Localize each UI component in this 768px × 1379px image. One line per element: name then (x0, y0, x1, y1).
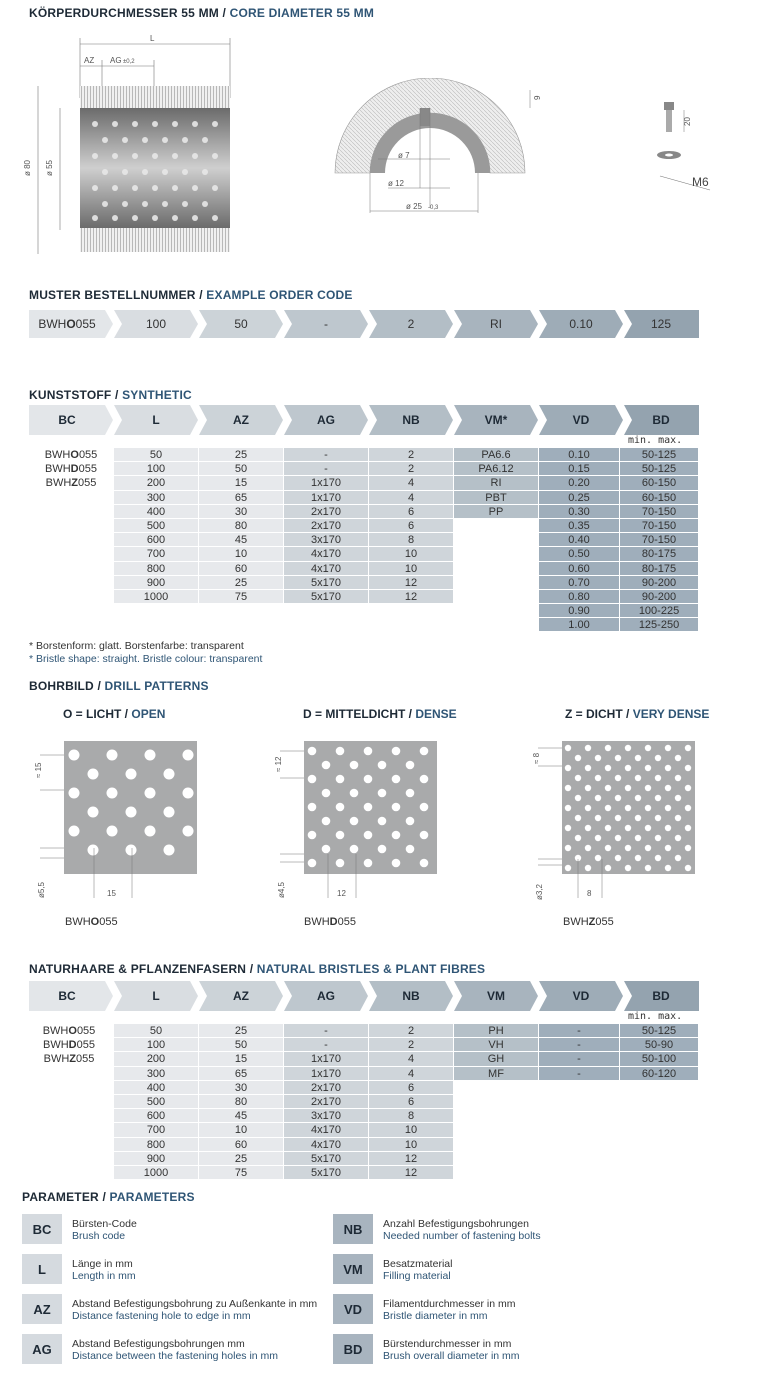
table-cell: 45 (199, 1109, 283, 1123)
table-cell: 10 (369, 1123, 453, 1137)
table-cell: 80 (199, 519, 283, 533)
table-cell: 2 (369, 1024, 453, 1038)
heading-de: MUSTER BESTELLNUMMER (29, 288, 196, 302)
pattern-very-dense-code (563, 916, 614, 928)
table-cell: 200 (114, 476, 198, 490)
table-cell: 0.20 (539, 476, 619, 490)
param-desc-de: Besatzmaterial (383, 1258, 453, 1270)
pattern-de: O = LICHT (63, 707, 122, 721)
heading-de: KÖRPERDURCHMESSER 55 MM (29, 6, 219, 20)
bc-code (27, 1052, 111, 1066)
table-cell: 4 (369, 476, 453, 490)
order-code-VM: RI (490, 317, 502, 331)
table-cell: 0.60 (539, 562, 619, 576)
dim-d55: ø 55 (45, 159, 54, 176)
table-cell: 4x170 (284, 1138, 368, 1152)
param-desc-en: Distance between the fastening holes in mm (72, 1350, 279, 1362)
heading-en: PARAMETERS (109, 1190, 195, 1204)
param-desc-de: Länge in mm (72, 1258, 133, 1270)
col-header-AZ: AZ (233, 989, 249, 1003)
table-cell: 125-250 (620, 618, 698, 632)
table-cell: 4 (369, 491, 453, 505)
col-header-VD: VD (572, 413, 590, 427)
heading-de: NATURHAARE & PFLANZENFASERN (29, 962, 247, 976)
natural-col-L (114, 1024, 198, 1180)
natural-col-AZ (199, 1024, 283, 1180)
table-cell: 50 (114, 1024, 198, 1038)
order-code-AZ: 50 (234, 317, 248, 331)
heading-de: KUNSTSTOFF (29, 388, 112, 402)
table-cell: 0.10 (539, 448, 619, 462)
table-cell: 70-150 (620, 519, 698, 533)
param-desc-en: Brush overall diameter in mm (383, 1350, 520, 1362)
table-cell: 3x170 (284, 1109, 368, 1123)
table-cell: 60-150 (620, 491, 698, 505)
pattern-pitch: ≈ 12 (274, 756, 283, 772)
table-cell: 75 (199, 1166, 283, 1180)
order-code-NB: 2 (407, 317, 415, 331)
table-cell: 10 (369, 547, 453, 561)
heading-en: NATURAL BRISTLES & PLANT FIBRES (256, 962, 486, 976)
table-cell: 10 (199, 547, 283, 561)
table-cell: 0.70 (539, 576, 619, 590)
brush-cross-section-drawing (320, 78, 550, 228)
col-header-BC: BC (58, 989, 76, 1003)
heading-de: PARAMETER (22, 1190, 99, 1204)
bc-bold: O (90, 916, 100, 928)
bc-post: 055 (78, 463, 97, 475)
bc-bold: D (68, 1039, 77, 1051)
synthetic-col-AZ (199, 448, 283, 604)
dim-AG: AG (110, 56, 122, 65)
table-cell: 500 (114, 1095, 198, 1109)
table-cell: 8 (369, 1109, 453, 1123)
pattern-pitch: ≈ 8 (532, 752, 541, 764)
table-cell: 0.15 (539, 462, 619, 476)
pattern-very-dense-title: Z = DICHT / VERY DENSE (565, 707, 710, 721)
table-cell: 2x170 (284, 1095, 368, 1109)
bc-bold: D (329, 916, 338, 928)
table-cell: 900 (114, 576, 198, 590)
pattern-en: DENSE (415, 707, 457, 721)
col-header-VD: VD (572, 989, 590, 1003)
table-cell: 5x170 (284, 590, 368, 604)
param-code-L: L (22, 1254, 62, 1284)
pattern-dense-drawing (270, 738, 440, 903)
param-desc-de: Bürstendurchmesser in mm (383, 1338, 512, 1350)
bc-bold: Z (69, 1053, 77, 1065)
table-cell: - (284, 1024, 368, 1038)
col-header-BD: BD (652, 413, 670, 427)
pattern-open-title: O = LICHT / OPEN (63, 707, 166, 721)
table-cell: 80-175 (620, 547, 698, 561)
table-cell: 50-125 (620, 448, 698, 462)
dim-M6: M6 (692, 175, 709, 189)
bd-minmax-label: min. max. (628, 435, 683, 446)
order-code-bc (29, 310, 105, 338)
bc-pre: BWH (45, 463, 71, 475)
param-desc-en: Brush code (72, 1230, 126, 1242)
table-cell: PP (454, 505, 538, 519)
bc-bold: D (70, 463, 79, 475)
param-code-BD: BD (333, 1334, 373, 1364)
table-cell: 4x170 (284, 547, 368, 561)
bc-bold: O (68, 1025, 77, 1037)
natural-bc-list (27, 1024, 111, 1066)
table-cell: 65 (199, 1067, 283, 1081)
param-desc-de: Abstand Befestigungsbohrung zu Außenkante in mm (72, 1298, 318, 1310)
pattern-dense-title: D = MITTELDICHT / DENSE (303, 707, 457, 721)
table-cell: 300 (114, 1067, 198, 1081)
bc-post: 055 (595, 916, 614, 928)
table-cell: 1x170 (284, 1052, 368, 1066)
table-cell: RI (454, 476, 538, 490)
table-cell: 1x170 (284, 1067, 368, 1081)
table-cell: 65 (199, 491, 283, 505)
param-code-NB: NB (333, 1214, 373, 1244)
table-cell: 0.40 (539, 533, 619, 547)
table-cell: 30 (199, 505, 283, 519)
pattern-en: OPEN (131, 707, 166, 721)
heading-de: BOHRBILD (29, 679, 94, 693)
table-cell: 90-200 (620, 576, 698, 590)
col-header-VM: VM* (484, 413, 508, 427)
heading-en: CORE DIAMETER 55 MM (229, 6, 375, 20)
pattern-en: VERY DENSE (632, 707, 710, 721)
table-cell: 200 (114, 1052, 198, 1066)
heading-en: SYNTHETIC (122, 388, 192, 402)
bc-post: 055 (76, 1053, 95, 1065)
bd-minmax-label: min. max. (628, 1011, 683, 1022)
synthetic-col-NB (369, 448, 453, 604)
bc-pre: BWH (65, 916, 91, 928)
table-cell: 800 (114, 1138, 198, 1152)
bc-post: 055 (76, 1025, 96, 1037)
dim-d25-tol: -0,3 (428, 205, 439, 211)
synthetic-bc-list (29, 448, 113, 490)
param-code-AG: AG (22, 1334, 62, 1364)
synthetic-heading: KUNSTSTOFF / SYNTHETIC (29, 388, 192, 402)
table-cell: PBT (454, 491, 538, 505)
table-cell: 4x170 (284, 562, 368, 576)
bc-bold: O (66, 317, 76, 331)
col-header-BD: BD (652, 989, 670, 1003)
natural-col-VM (454, 1024, 538, 1081)
table-cell: 100 (114, 462, 198, 476)
dim-d12: ø 12 (388, 179, 405, 188)
param-desc-de: Anzahl Befestigungsbohrungen (383, 1218, 529, 1230)
footnote-en: * Bristle shape: straight. Bristle colour: transparent (29, 653, 263, 665)
core-diameter-heading: KÖRPERDURCHMESSER 55 MM / CORE DIAMETER 55 MM (29, 6, 375, 20)
screw-drawing (640, 100, 730, 200)
col-header-L: L (152, 989, 160, 1003)
table-cell: 50 (199, 1038, 283, 1052)
table-cell: 70-150 (620, 505, 698, 519)
table-cell: 500 (114, 519, 198, 533)
bc-post: 055 (75, 317, 96, 331)
bc-pre: BWH (42, 1025, 69, 1037)
table-cell: 12 (369, 590, 453, 604)
table-cell: 50-90 (620, 1038, 698, 1052)
param-desc-de: Filamentdurchmesser in mm (383, 1298, 516, 1310)
synthetic-col-L (114, 448, 198, 604)
table-cell: 900 (114, 1152, 198, 1166)
dim-d80: ø 80 (23, 159, 32, 176)
table-cell: 600 (114, 1109, 198, 1123)
param-desc-en: Distance fastening hole to edge in mm (72, 1310, 251, 1322)
col-header-AG: AG (317, 413, 335, 427)
table-cell: - (539, 1038, 619, 1052)
pattern-hole: ø4,5 (277, 881, 286, 898)
table-cell: 100 (114, 1038, 198, 1052)
pattern-dense-code (304, 916, 356, 928)
bc-code (27, 1038, 111, 1052)
dim-d25: ø 25 (406, 202, 423, 211)
bc-post: 055 (99, 916, 118, 928)
table-cell: - (539, 1024, 619, 1038)
table-cell: 8 (369, 533, 453, 547)
order-code-VD: 0.10 (569, 317, 593, 331)
table-cell: 60-150 (620, 476, 698, 490)
table-cell: 4 (369, 1052, 453, 1066)
table-cell: 300 (114, 491, 198, 505)
dim-20: 20 (683, 117, 692, 126)
table-cell: 50-125 (620, 1024, 698, 1038)
table-cell: 45 (199, 533, 283, 547)
footnote-de: * Borstenform: glatt. Borstenfarbe: transparent (29, 640, 244, 652)
synthetic-col-BD (620, 448, 698, 632)
table-cell: 10 (369, 562, 453, 576)
natural-col-AG (284, 1024, 368, 1180)
table-cell: 12 (369, 1166, 453, 1180)
table-cell: 50 (199, 462, 283, 476)
table-cell: 1000 (114, 590, 198, 604)
table-cell: - (539, 1052, 619, 1066)
table-cell: 2 (369, 1038, 453, 1052)
table-cell: 12 (369, 1152, 453, 1166)
heading-en: DRILL PATTERNS (104, 679, 209, 693)
order-code-AG: - (324, 317, 328, 331)
bc-post: 055 (76, 1039, 95, 1051)
bc-bold: O (70, 449, 79, 461)
col-header-L: L (152, 413, 160, 427)
pattern-open-code (65, 916, 118, 928)
param-desc-en: Bristle diameter in mm (383, 1310, 488, 1322)
table-cell: 25 (199, 1152, 283, 1166)
bc-pre: BWH (304, 916, 330, 928)
table-cell: 100-225 (620, 604, 698, 618)
order-code-L: 100 (145, 317, 167, 331)
table-cell: 6 (369, 519, 453, 533)
heading-en: EXAMPLE ORDER CODE (206, 288, 353, 302)
table-cell: 600 (114, 533, 198, 547)
pattern-spacing: 12 (337, 889, 346, 898)
table-cell: 800 (114, 562, 198, 576)
bc-pre: BWH (43, 1053, 70, 1065)
table-cell: 400 (114, 1081, 198, 1095)
table-cell: PA6.6 (454, 448, 538, 462)
table-cell: 0.50 (539, 547, 619, 561)
table-cell: 1x170 (284, 476, 368, 490)
table-cell: 80 (199, 1095, 283, 1109)
synthetic-col-VM (454, 448, 538, 519)
table-cell: 15 (199, 476, 283, 490)
table-cell: 50 (114, 448, 198, 462)
table-cell: 5x170 (284, 1166, 368, 1180)
param-code-VD: VD (333, 1294, 373, 1324)
param-desc-en: Filling material (383, 1270, 451, 1282)
bc-post: 055 (78, 477, 97, 489)
table-cell: 30 (199, 1081, 283, 1095)
col-header-BC: BC (58, 413, 76, 427)
table-cell: PA6.12 (454, 462, 538, 476)
bc-code (29, 462, 113, 476)
table-cell: - (284, 462, 368, 476)
table-cell: - (284, 448, 368, 462)
table-cell: 15 (199, 1052, 283, 1066)
col-header-AZ: AZ (233, 413, 249, 427)
table-cell: 25 (199, 1024, 283, 1038)
pattern-pitch: ≈ 15 (34, 762, 43, 778)
natural-col-VD (539, 1024, 619, 1081)
table-cell: 50-100 (620, 1052, 698, 1066)
table-cell: MF (454, 1067, 538, 1081)
table-cell: 4x170 (284, 1123, 368, 1137)
dim-9: 9 (533, 95, 542, 100)
bc-code (27, 1024, 111, 1038)
table-cell: 700 (114, 1123, 198, 1137)
table-cell: 0.35 (539, 519, 619, 533)
table-cell: 2x170 (284, 1081, 368, 1095)
dim-AG-tol: ±0,2 (123, 59, 135, 65)
table-cell: 75 (199, 590, 283, 604)
pattern-spacing: 15 (107, 889, 116, 898)
table-cell: 25 (199, 448, 283, 462)
param-code-AZ: AZ (22, 1294, 62, 1324)
param-desc-de: Abstand Befestigungsbohrungen mm (72, 1338, 245, 1350)
col-header-NB: NB (402, 989, 420, 1003)
bc-post: 055 (78, 449, 98, 461)
drill-patterns-heading: BOHRBILD / DRILL PATTERNS (29, 679, 209, 693)
table-cell: 1.00 (539, 618, 619, 632)
table-cell: 700 (114, 547, 198, 561)
table-cell: 2x170 (284, 505, 368, 519)
table-cell: 5x170 (284, 576, 368, 590)
table-cell: 1x170 (284, 491, 368, 505)
bc-bold: Z (588, 916, 596, 928)
bc-code (29, 448, 113, 462)
param-desc-en: Length in mm (72, 1270, 136, 1282)
pattern-de: D = MITTELDICHT (303, 707, 406, 721)
pattern-very-dense-drawing (528, 738, 698, 903)
table-cell: 50-125 (620, 462, 698, 476)
synthetic-col-AG (284, 448, 368, 604)
parameters-heading: PARAMETER / PARAMETERS (22, 1190, 195, 1204)
pattern-de: Z = DICHT (565, 707, 623, 721)
bc-post: 055 (337, 916, 356, 928)
bc-pre: BWH (44, 449, 71, 461)
table-cell: - (539, 1067, 619, 1081)
dim-L: L (150, 34, 155, 43)
table-cell: 12 (369, 576, 453, 590)
natural-col-NB (369, 1024, 453, 1180)
natural-col-BD (620, 1024, 698, 1081)
table-cell: 90-200 (620, 590, 698, 604)
natural-heading: NATURHAARE & PFLANZENFASERN / NATURAL BRISTLES & PLANT FIBRES (29, 962, 486, 976)
bc-code (29, 476, 113, 490)
table-cell: 400 (114, 505, 198, 519)
table-cell: 60 (199, 562, 283, 576)
table-cell: 25 (199, 576, 283, 590)
bc-pre: BWH (38, 317, 67, 331)
table-cell: 6 (369, 505, 453, 519)
table-cell: 10 (199, 1123, 283, 1137)
order-code-BD: 125 (650, 317, 672, 331)
table-cell: - (284, 1038, 368, 1052)
table-cell: 70-150 (620, 533, 698, 547)
col-header-VM: VM (487, 989, 505, 1003)
param-code-BC: BC (22, 1214, 62, 1244)
dim-d7: ø 7 (398, 151, 410, 160)
order-code-heading: MUSTER BESTELLNUMMER / EXAMPLE ORDER CODE (29, 288, 353, 302)
table-cell: PH (454, 1024, 538, 1038)
synthetic-col-VD (539, 448, 619, 632)
table-cell: 6 (369, 1081, 453, 1095)
table-cell: 0.90 (539, 604, 619, 618)
table-cell: 0.30 (539, 505, 619, 519)
col-header-AG: AG (317, 989, 335, 1003)
brush-side-drawing (20, 28, 250, 260)
bc-bold: Z (71, 477, 79, 489)
table-cell: 0.25 (539, 491, 619, 505)
table-cell: 60-120 (620, 1067, 698, 1081)
table-cell: 80-175 (620, 562, 698, 576)
table-cell: 60 (199, 1138, 283, 1152)
pattern-hole: ø3,2 (535, 883, 544, 900)
col-header-NB: NB (402, 413, 420, 427)
bc-pre: BWH (45, 477, 72, 489)
pattern-spacing: 8 (587, 889, 592, 898)
param-desc-de: Bürsten-Code (72, 1218, 137, 1230)
table-cell: VH (454, 1038, 538, 1052)
param-desc-en: Needed number of fastening bolts (383, 1230, 541, 1242)
param-code-VM: VM (333, 1254, 373, 1284)
pattern-open-drawing (30, 738, 200, 903)
table-cell: 2 (369, 448, 453, 462)
pattern-hole: ø5,5 (37, 881, 46, 898)
table-cell: 2 (369, 462, 453, 476)
table-cell: GH (454, 1052, 538, 1066)
table-cell: 6 (369, 1095, 453, 1109)
dim-AZ: AZ (84, 56, 95, 65)
table-cell: 0.80 (539, 590, 619, 604)
table-cell: 2x170 (284, 519, 368, 533)
table-cell: 3x170 (284, 533, 368, 547)
table-cell: 1000 (114, 1166, 198, 1180)
table-cell: 4 (369, 1067, 453, 1081)
bc-pre: BWH (563, 916, 589, 928)
table-cell: 5x170 (284, 1152, 368, 1166)
bc-pre: BWH (43, 1039, 69, 1051)
table-cell: 10 (369, 1138, 453, 1152)
